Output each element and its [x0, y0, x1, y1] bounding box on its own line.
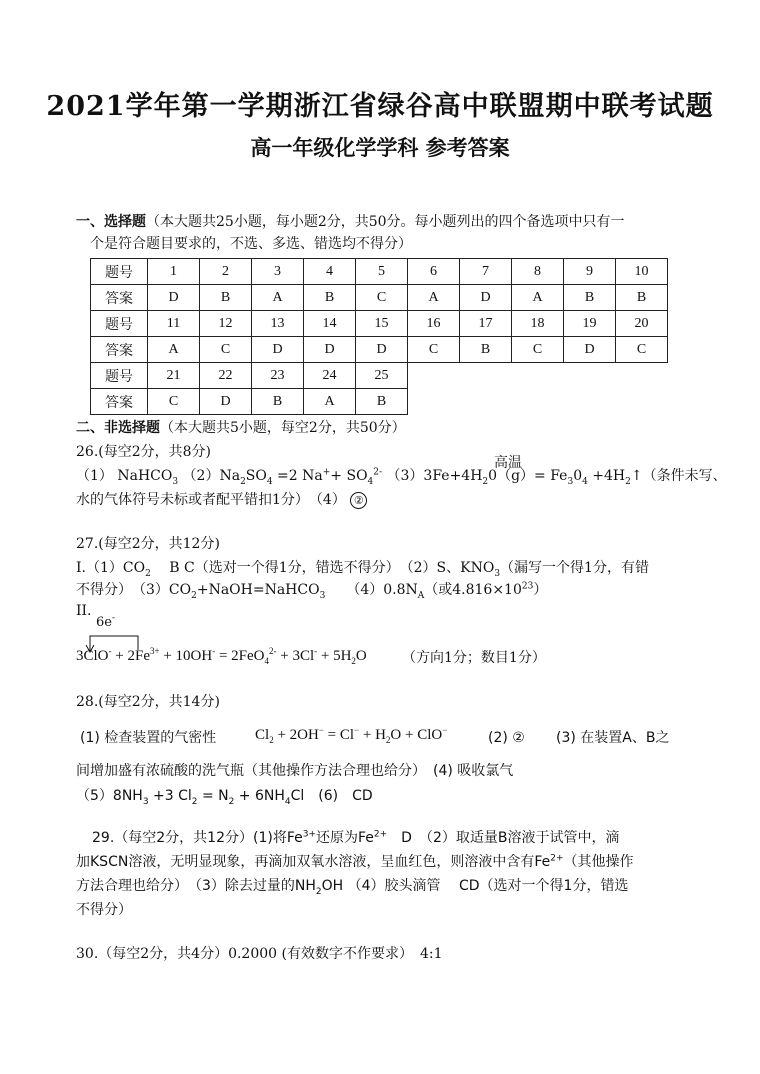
page-subtitle: 高一年级化学学科 参考答案	[250, 135, 510, 160]
q27-equation-note: （方向1分；数目1分）	[402, 650, 546, 666]
answer-cell: C	[616, 337, 668, 363]
electron-count-label: 6e-	[96, 613, 116, 630]
question-number-cell: 1	[148, 259, 200, 285]
q26-heading: 26.(每空2分，共8分)	[76, 444, 212, 460]
q26-line2: 水的气体符号未标或者配平错扣1分） （4） ②	[76, 490, 367, 510]
question-number-cell: 5	[356, 259, 408, 285]
question-number-cell: 21	[148, 363, 200, 389]
q29-line1: 29.（每空2分，共12分）(1)将$Fe^{3+}$还原为$Fe^{2+}$ D （2）取适量B溶液于试管中，滴	[92, 829, 620, 846]
question-number-cell: 22	[200, 363, 252, 389]
table-row-numbers	[91, 259, 668, 285]
q28-line3: $(5)8NH_3 +3$ $Cl_2 = N_2 + 6NH_4Cl$ (6) CD	[76, 788, 373, 807]
question-number-cell: 24	[304, 363, 356, 389]
section1-desc-line2: 个是符合题目要求的，不选、多选、错选均不得分）	[90, 236, 412, 252]
question-number-cell: 13	[252, 311, 304, 337]
q28-line2: 间增加盛有浓硫酸的洗气瓶（其他操作方法合理也给分） (4) 吸收氯气	[76, 763, 514, 779]
table-row-answers	[91, 337, 668, 363]
question-number-cell: 16	[408, 311, 460, 337]
q27-heading: 27.(每空2分，共12分)	[76, 536, 220, 552]
q27-line2: 不得分） $(3)CO_2+NaOH=NaHCO_3$ $(4)0.8N_A$（或$4.816\times 10^{23}$）	[76, 581, 548, 601]
question-number-cell: 19	[564, 311, 616, 337]
q29-line4: 不得分）	[76, 902, 132, 918]
q28-chlorine-equation: $Cl_2 + 2OH^- = Cl^- + H_2O + ClO^-$	[255, 725, 448, 745]
q28-line1-b: (2) ②	[488, 730, 525, 746]
question-number-cell: 6	[408, 259, 460, 285]
q26-line1: （1） NaHCO$_3$ $(2)Na_2SO_4 =2$ $Na^++ SO_4^{2-}$ $(3)3Fe+4H_20(g)= Fe_30_4$ $+4H_2↑$（条件未写、	[76, 467, 727, 487]
section1-heading: 一、选择题	[76, 214, 146, 230]
answer-cell: B	[460, 337, 512, 363]
section1-desc-line1: 一、选择题（本大题共25小题，每小题2分，共50分。每小题列出的四个备选项中只有一	[76, 214, 625, 230]
question-number-cell: 15	[356, 311, 408, 337]
q29-line3: 方法合理也给分） （3）除去过量的$NH_2OH$ （4）胶头滴管 CD（选对一个得1分，错选	[76, 878, 629, 897]
table-row-numbers	[91, 363, 668, 389]
answer-cell: B	[252, 389, 304, 415]
row-label-number: 题号	[91, 259, 148, 285]
question-number-cell: 3	[252, 259, 304, 285]
row-label-number: 题号	[91, 363, 148, 389]
answer-cell: C	[148, 389, 200, 415]
table-row-numbers	[91, 311, 668, 337]
answer-cell: A	[252, 285, 304, 311]
question-number-cell: 4	[304, 259, 356, 285]
q29-line2: 加KSCN溶液，无明显现象，再滴加双氧水溶液，呈血红色，则溶液中含有$Fe^{2+}$（其他操作	[76, 853, 634, 870]
row-label-answer: 答案	[91, 389, 148, 415]
answer-cell: D	[252, 337, 304, 363]
question-number-cell: 17	[460, 311, 512, 337]
answer-cell: B	[200, 285, 252, 311]
answer-cell: A	[148, 337, 200, 363]
section2-line: 二、非选择题（本大题共5小题，每空2分，共50分）	[76, 420, 406, 436]
answer-cell: C	[512, 337, 564, 363]
question-number-cell: 10	[616, 259, 668, 285]
answer-cell: D	[564, 337, 616, 363]
table-row-answers	[91, 285, 668, 311]
q28-heading: 28.(每空2分，共14分)	[76, 694, 220, 710]
question-number-cell: 25	[356, 363, 408, 389]
answer-cell: A	[408, 285, 460, 311]
question-number-cell: 23	[252, 363, 304, 389]
answer-cell: C	[408, 337, 460, 363]
question-number-cell: 2	[200, 259, 252, 285]
q28-line1-a: (1) 检查装置的气密性	[80, 730, 217, 746]
answer-cell: B	[564, 285, 616, 311]
page-title: 2021学年第一学期浙江省绿谷高中联盟期中联考试题	[46, 91, 714, 122]
answer-cell: D	[200, 389, 252, 415]
answer-cell: D	[460, 285, 512, 311]
answer-cell: B	[304, 285, 356, 311]
circled-2: ②	[350, 492, 367, 509]
answer-cell: D	[148, 285, 200, 311]
answer-cell: C	[356, 285, 408, 311]
question-number-cell: 8	[512, 259, 564, 285]
question-number-cell: 18	[512, 311, 564, 337]
section2-heading: 二、非选择题	[76, 420, 160, 436]
answer-cell: C	[200, 337, 252, 363]
question-number-cell: 9	[564, 259, 616, 285]
row-label-number: 题号	[91, 311, 148, 337]
answer-table	[90, 258, 668, 415]
question-number-cell: 11	[148, 311, 200, 337]
question-number-cell: 12	[200, 311, 252, 337]
table-row-answers	[91, 389, 668, 415]
q30-line: 30.（每空2分，共4分）0.2000 (有效数字不作要求） 4:1	[76, 946, 443, 962]
q26-gaowen-label: 高温	[494, 455, 522, 471]
answer-cell: B	[616, 285, 668, 311]
answer-cell: D	[356, 337, 408, 363]
answer-cell: B	[356, 389, 408, 415]
row-label-answer: 答案	[91, 337, 148, 363]
answer-cell: D	[304, 337, 356, 363]
q28-line1-c: (3) 在装置A、B之	[556, 730, 670, 746]
question-number-cell: 7	[460, 259, 512, 285]
q27-part2-label: II.	[76, 603, 92, 619]
question-number-cell: 20	[616, 311, 668, 337]
answer-cell: A	[512, 285, 564, 311]
q27-line1: $I.(1)CO_2$ B C（选对一个得1分，错选不得分） （2）S、$KNO_3$（漏写一个得1分，有错	[76, 560, 649, 579]
row-label-answer: 答案	[91, 285, 148, 311]
question-number-cell: 14	[304, 311, 356, 337]
answer-cell: A	[304, 389, 356, 415]
q27-redox-equation: $3ClO^- + 2Fe^{3+} + 10OH^- = 2FeO_4^{2-} + 3Cl^- + 5H_2O$	[76, 646, 367, 666]
